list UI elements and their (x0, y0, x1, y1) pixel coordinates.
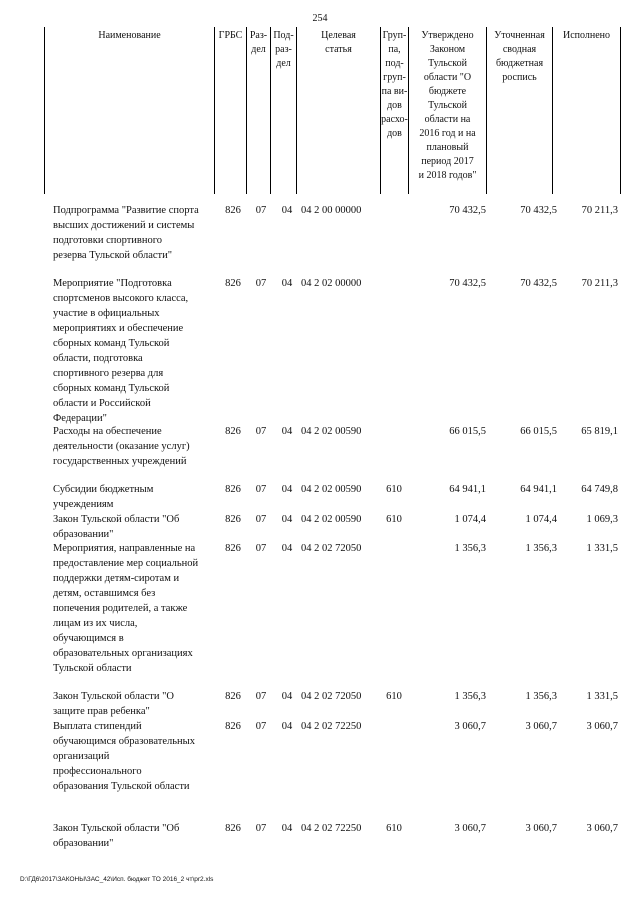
row-grbs: 826 (225, 543, 241, 554)
row-name-line: обучающимся в (53, 633, 124, 644)
row-executed: 70 211,3 (581, 278, 618, 289)
header-line: Целевая (321, 30, 356, 41)
row-executed: 1 331,5 (586, 691, 618, 702)
page-number: 254 (312, 13, 328, 24)
header-approved (408, 27, 486, 194)
row-name-line: сборных команд Тульской (53, 338, 170, 349)
row-name-line: поддержки детям-сиротам и (53, 573, 180, 584)
row-podrazdel: 04 (281, 823, 293, 834)
row-name (53, 689, 215, 719)
header-line: бюджетная (495, 58, 544, 69)
row-name-line: Расходы на обеспечение (53, 426, 162, 437)
row-approved: 70 432,5 (449, 278, 486, 289)
header-name (44, 27, 214, 194)
row-name-line: Закон Тульской области "Об (53, 514, 180, 525)
row-name (53, 482, 215, 512)
row-name-line: Выплата стипендий (53, 721, 142, 732)
row-podrazdel: 04 (281, 691, 293, 702)
row-name-line: попечения родителей, а также (53, 603, 188, 614)
row-name-line: учреждениям (53, 499, 114, 510)
row-approved: 3 060,7 (454, 721, 486, 732)
row-name-line: образовательных организациях (53, 648, 193, 659)
row-approved: 3 060,7 (454, 823, 486, 834)
header-line: бюджете (428, 86, 467, 97)
row-podrazdel: 04 (281, 514, 293, 525)
row-refined: 70 432,5 (520, 205, 557, 216)
row-name (53, 541, 215, 676)
header-line: области на (424, 114, 471, 125)
row-name-line: образовании" (53, 838, 114, 849)
row-razdel: 07 (255, 278, 267, 289)
row-name-line: Закон Тульской области "Об (53, 823, 180, 834)
header-line: Наименование (98, 30, 161, 41)
row-executed: 65 819,1 (581, 426, 618, 437)
header-line: статья (325, 44, 352, 55)
header-line: па, (388, 44, 401, 55)
header-line: Тульской (428, 58, 467, 69)
row-executed: 64 749,8 (581, 484, 618, 495)
row-refined: 66 015,5 (520, 426, 557, 437)
row-razdel: 07 (255, 514, 267, 525)
row-name (53, 203, 215, 263)
row-grbs: 826 (225, 514, 241, 525)
row-name-line: подготовки спортивного (53, 235, 163, 246)
header-line: период 2017 (421, 156, 474, 167)
row-refined: 70 432,5 (520, 278, 557, 289)
header-executed (552, 27, 621, 194)
row-target-article: 04 2 02 00590 (301, 426, 362, 437)
header-line: Груп- (382, 30, 407, 41)
header-line: раз- (275, 44, 292, 55)
row-approved: 1 356,3 (454, 691, 486, 702)
row-name-line: Закон Тульской области "О (53, 691, 175, 702)
row-name-line: спортсменов высокого класса, (53, 293, 189, 304)
row-name-line: резерва Тульской области" (53, 250, 173, 261)
row-grbs: 826 (225, 205, 241, 216)
row-refined: 1 356,3 (525, 543, 557, 554)
row-grbs: 826 (225, 278, 241, 289)
row-razdel: 07 (255, 484, 267, 495)
header-line: дел (251, 44, 266, 55)
header-razdel (246, 27, 270, 194)
row-name-line: мероприятиях и обеспечение (53, 323, 184, 334)
row-name-line: Мероприятие "Подготовка (53, 278, 172, 289)
row-executed: 3 060,7 (586, 823, 618, 834)
row-approved: 66 015,5 (449, 426, 486, 437)
row-razdel: 07 (255, 691, 267, 702)
row-name-line: области и Российской (53, 398, 151, 409)
row-name-line: деятельности (оказание услуг) (53, 441, 190, 452)
header-refined (486, 27, 552, 194)
row-name-line: участие в официальных (53, 308, 160, 319)
row-razdel: 07 (255, 426, 267, 437)
header-line: сводная (502, 44, 537, 55)
row-podrazdel: 04 (281, 426, 293, 437)
row-podrazdel: 04 (281, 205, 293, 216)
row-name-line: области, подготовка (53, 353, 143, 364)
row-target-article: 04 2 02 72050 (301, 543, 362, 554)
row-group: 610 (386, 484, 402, 495)
row-name-line: образовании" (53, 529, 114, 540)
row-name-line: Тульской области (53, 663, 132, 674)
row-podrazdel: 04 (281, 278, 293, 289)
row-grbs: 826 (225, 691, 241, 702)
row-group: 610 (386, 514, 402, 525)
row-name-line: детям, оставшимся без (53, 588, 156, 599)
header-grbs (214, 27, 246, 194)
header-line: Утверждено (421, 30, 474, 41)
row-target-article: 04 2 02 72250 (301, 823, 362, 834)
row-name-line: государственных учреждений (53, 456, 187, 467)
row-grbs: 826 (225, 426, 241, 437)
header-target (296, 27, 380, 194)
row-name-line: Субсидии бюджетным (53, 484, 154, 495)
file-path-footer: D:\ГД6\2017\ЗАКОНЫ\ЗАС_42\Исп. бюджет ТО 2016_2 чт\pr2.xls (20, 876, 214, 883)
header-line: Под- (273, 30, 294, 41)
row-target-article: 04 2 02 72050 (301, 691, 362, 702)
row-name-line: сборных команд Тульской (53, 383, 170, 394)
header-line: Раз- (249, 30, 268, 41)
header-group (380, 27, 408, 194)
header-line: плановый (426, 142, 469, 153)
row-target-article: 04 2 02 00000 (301, 278, 362, 289)
row-podrazdel: 04 (281, 543, 293, 554)
row-group: 610 (386, 823, 402, 834)
row-refined: 1 074,4 (525, 514, 557, 525)
row-executed: 1 331,5 (586, 543, 618, 554)
row-grbs: 826 (225, 721, 241, 732)
row-executed: 70 211,3 (581, 205, 618, 216)
header-line: дов (387, 128, 402, 139)
row-target-article: 04 2 02 72250 (301, 721, 362, 732)
header-line: Законом (429, 44, 466, 55)
header-line: роспись (502, 72, 537, 83)
row-name-line: спортивного резерва для (53, 368, 164, 379)
row-name-line: Федерации" (53, 413, 107, 424)
row-name-line: организаций (53, 751, 110, 762)
row-refined: 3 060,7 (525, 823, 557, 834)
header-line: расхо- (381, 114, 408, 125)
row-name-line: профессионального (53, 766, 142, 777)
row-name (53, 424, 215, 469)
row-name-line: предоставление мер социальной (53, 558, 199, 569)
row-name-line: Подпрограмма "Развитие спорта (53, 205, 199, 216)
row-approved: 1 074,4 (454, 514, 486, 525)
row-grbs: 826 (225, 484, 241, 495)
row-target-article: 04 2 00 00000 (301, 205, 362, 216)
row-name-line: обучающимся образовательных (53, 736, 195, 747)
header-line: под- (385, 58, 404, 69)
header-line: Уточненная (494, 30, 545, 41)
row-group: 610 (386, 691, 402, 702)
row-refined: 1 356,3 (525, 691, 557, 702)
row-refined: 64 941,1 (520, 484, 557, 495)
header-line: дов (387, 100, 402, 111)
row-razdel: 07 (255, 543, 267, 554)
row-name (53, 719, 215, 794)
row-approved: 1 356,3 (454, 543, 486, 554)
header-line: па ви- (381, 86, 408, 97)
row-name-line: лицам из их числа, (53, 618, 138, 629)
row-razdel: 07 (255, 721, 267, 732)
row-executed: 3 060,7 (586, 721, 618, 732)
header-line: Тульской (428, 100, 467, 111)
header-line: ГРБС (218, 30, 243, 41)
row-podrazdel: 04 (281, 484, 293, 495)
row-refined: 3 060,7 (525, 721, 557, 732)
row-name (53, 276, 215, 426)
header-line: груп- (383, 72, 406, 83)
row-razdel: 07 (255, 823, 267, 834)
row-name (53, 512, 215, 542)
row-name-line: Мероприятия, направленные на (53, 543, 196, 554)
header-line: 2016 год и на (419, 128, 476, 139)
header-podrazdel (270, 27, 296, 194)
header-line: Исполнено (562, 30, 610, 41)
row-name-line: образования Тульской области (53, 781, 190, 792)
row-target-article: 04 2 02 00590 (301, 514, 362, 525)
row-podrazdel: 04 (281, 721, 293, 732)
row-approved: 64 941,1 (449, 484, 486, 495)
row-name (53, 821, 215, 851)
row-name-line: высших достижений и системы (53, 220, 195, 231)
row-target-article: 04 2 02 00590 (301, 484, 362, 495)
row-executed: 1 069,3 (586, 514, 618, 525)
header-line: дел (276, 58, 291, 69)
header-line: области "О (423, 72, 472, 83)
row-razdel: 07 (255, 205, 267, 216)
row-name-line: защите прав ребенка" (53, 706, 150, 717)
row-approved: 70 432,5 (449, 205, 486, 216)
row-grbs: 826 (225, 823, 241, 834)
header-line: и 2018 годов" (418, 170, 477, 181)
